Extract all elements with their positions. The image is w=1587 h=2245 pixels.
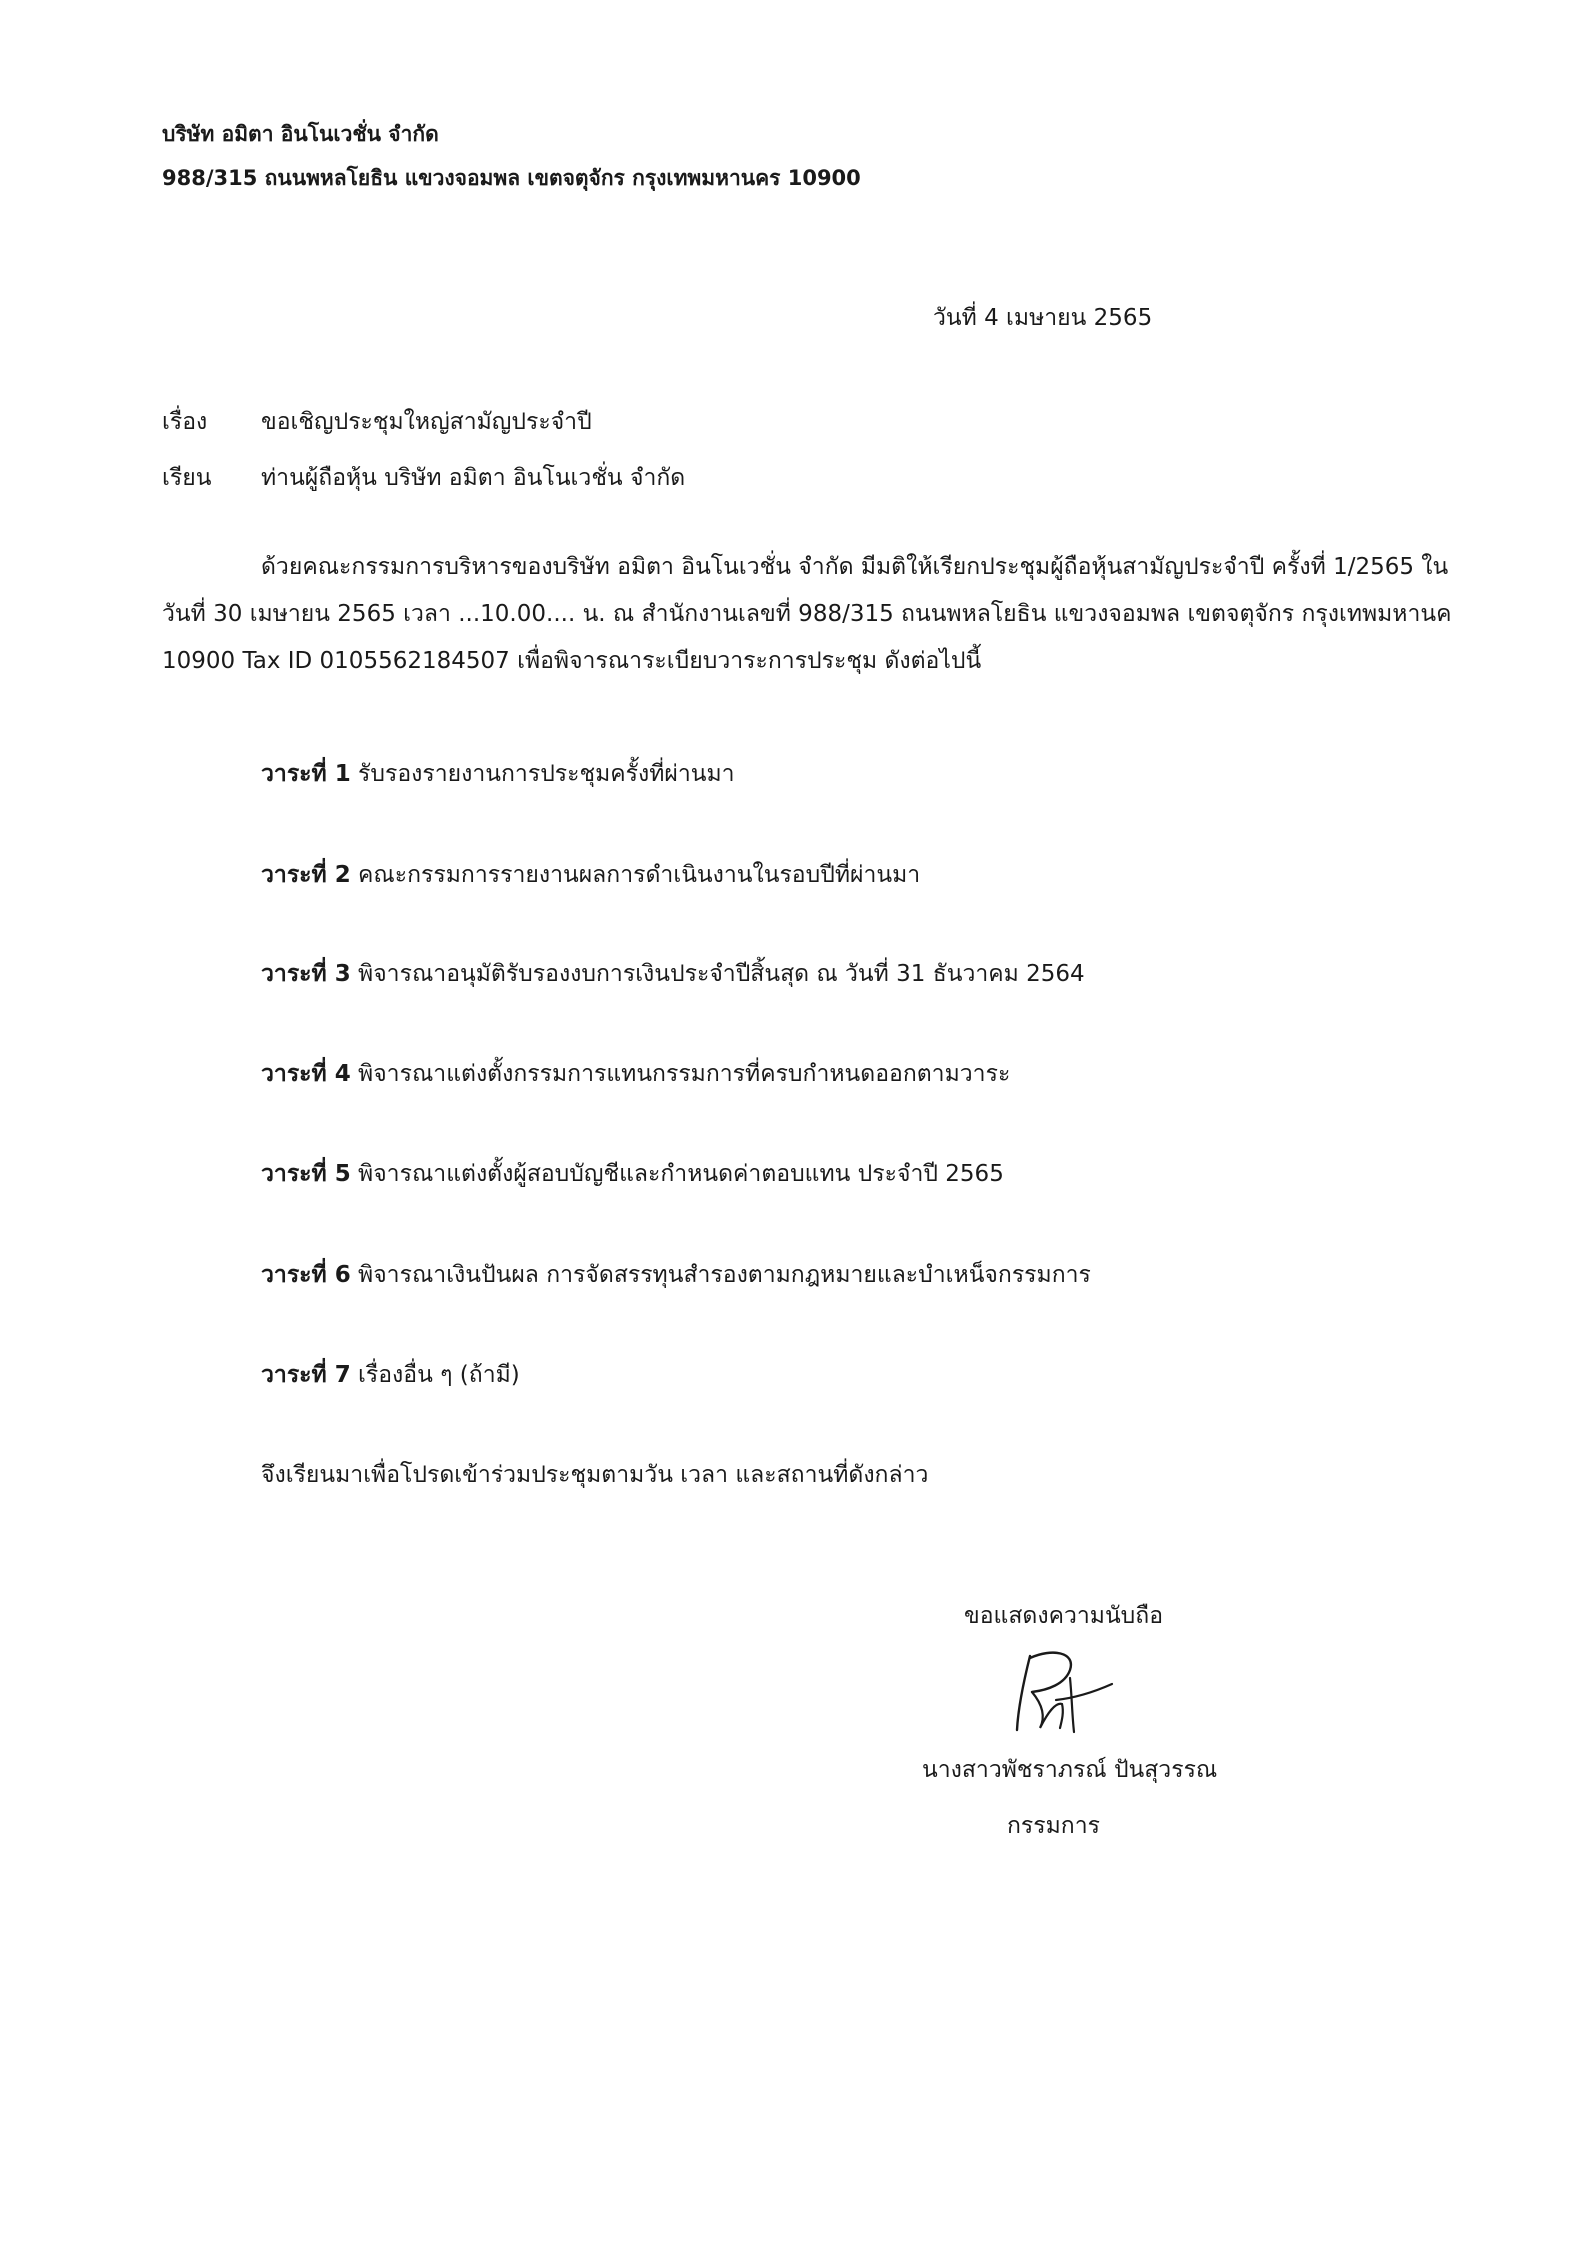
agenda-label: วาระที่ 3 bbox=[261, 961, 351, 987]
agenda-item-1 bbox=[261, 756, 735, 792]
company-address: 988/315 ถนนพหลโยธิน แขวงจอมพล เขตจตุจักร กรุงเทพมหานคร 10900 bbox=[162, 166, 861, 190]
recipient-value: ท่านผู้ถือหุ้น บริษัท อมิตา อินโนเวชั่น จำกัด bbox=[261, 465, 686, 491]
regards: ขอแสดงความนับถือ bbox=[964, 1603, 1164, 1629]
signer-title: กรรมการ bbox=[1007, 1813, 1100, 1839]
agenda-label: วาระที่ 1 bbox=[261, 761, 351, 787]
agenda-label: วาระที่ 7 bbox=[261, 1362, 351, 1388]
agenda-item-3 bbox=[261, 956, 1085, 992]
agenda-text: เรื่องอื่น ๆ (ถ้ามี) bbox=[358, 1362, 520, 1388]
agenda-label: วาระที่ 5 bbox=[261, 1161, 351, 1187]
signature-image bbox=[1012, 1648, 1122, 1738]
agenda-label: วาระที่ 6 bbox=[261, 1262, 351, 1288]
body-line: 10900 Tax ID 0105562184507 เพื่อพิจารณาระเบียบวาระการประชุม ดังต่อไปนี้ bbox=[162, 648, 982, 674]
agenda-item-7 bbox=[261, 1357, 520, 1393]
agenda-text: พิจารณาเงินปันผล การจัดสรรทุนสำรองตามกฎหมายและบำเหน็จกรรมการ bbox=[358, 1262, 1091, 1288]
signer-name: นางสาวพัชราภรณ์ ปันสุวรรณ bbox=[922, 1757, 1218, 1783]
agenda-item-5 bbox=[261, 1156, 1004, 1192]
agenda-text: รับรองรายงานการประชุมครั้งที่ผ่านมา bbox=[358, 761, 735, 787]
subject-value: ขอเชิญประชุมใหญ่สามัญประจำปี bbox=[261, 409, 592, 435]
agenda-text: คณะกรรมการรายงานผลการดำเนินงานในรอบปีที่ผ่านมา bbox=[358, 862, 921, 888]
agenda-text: พิจารณาแต่งตั้งกรรมการแทนกรรมการที่ครบกำหนดออกตามวาระ bbox=[358, 1061, 1011, 1087]
agenda-item-4 bbox=[261, 1056, 1010, 1092]
body-paragraph bbox=[162, 544, 1452, 685]
subject-label: เรื่อง bbox=[162, 409, 208, 435]
agenda-label: วาระที่ 4 bbox=[261, 1061, 351, 1087]
agenda-item-6 bbox=[261, 1257, 1091, 1293]
agenda-text: พิจารณาแต่งตั้งผู้สอบบัญชีและกำหนดค่าตอบแทน ประจำปี 2565 bbox=[358, 1161, 1004, 1187]
agenda-text: พิจารณาอนุมัติรับรองงบการเงินประจำปีสิ้นสุด ณ วันที่ 31 ธันวาคม 2564 bbox=[358, 961, 1085, 987]
letter-date: วันที่ 4 เมษายน 2565 bbox=[933, 305, 1153, 331]
body-line: วันที่ 30 เมษายน 2565 เวลา ...10.00.... น. ณ สำนักงานเลขที่ 988/315 ถนนพหลโยธิน แขวงจอมพล เขตจตุจักร กรุงเทพมหานค bbox=[162, 601, 1452, 627]
company-name: บริษัท อมิตา อินโนเวชั่น จำกัด bbox=[162, 122, 439, 146]
closing-sentence: จึงเรียนมาเพื่อโปรดเข้าร่วมประชุมตามวัน เวลา และสถานที่ดังกล่าว bbox=[261, 1462, 929, 1488]
agenda-item-2 bbox=[261, 857, 920, 893]
body-line: ด้วยคณะกรรมการบริหารของบริษัท อมิตา อินโนเวชั่น จำกัด มีมติให้เรียกประชุมผู้ถือหุ้นสามัญประจำปี ครั้งที่ 1/2565 ใน bbox=[261, 554, 1449, 580]
agenda-label: วาระที่ 2 bbox=[261, 862, 351, 888]
recipient-label: เรียน bbox=[162, 465, 212, 491]
